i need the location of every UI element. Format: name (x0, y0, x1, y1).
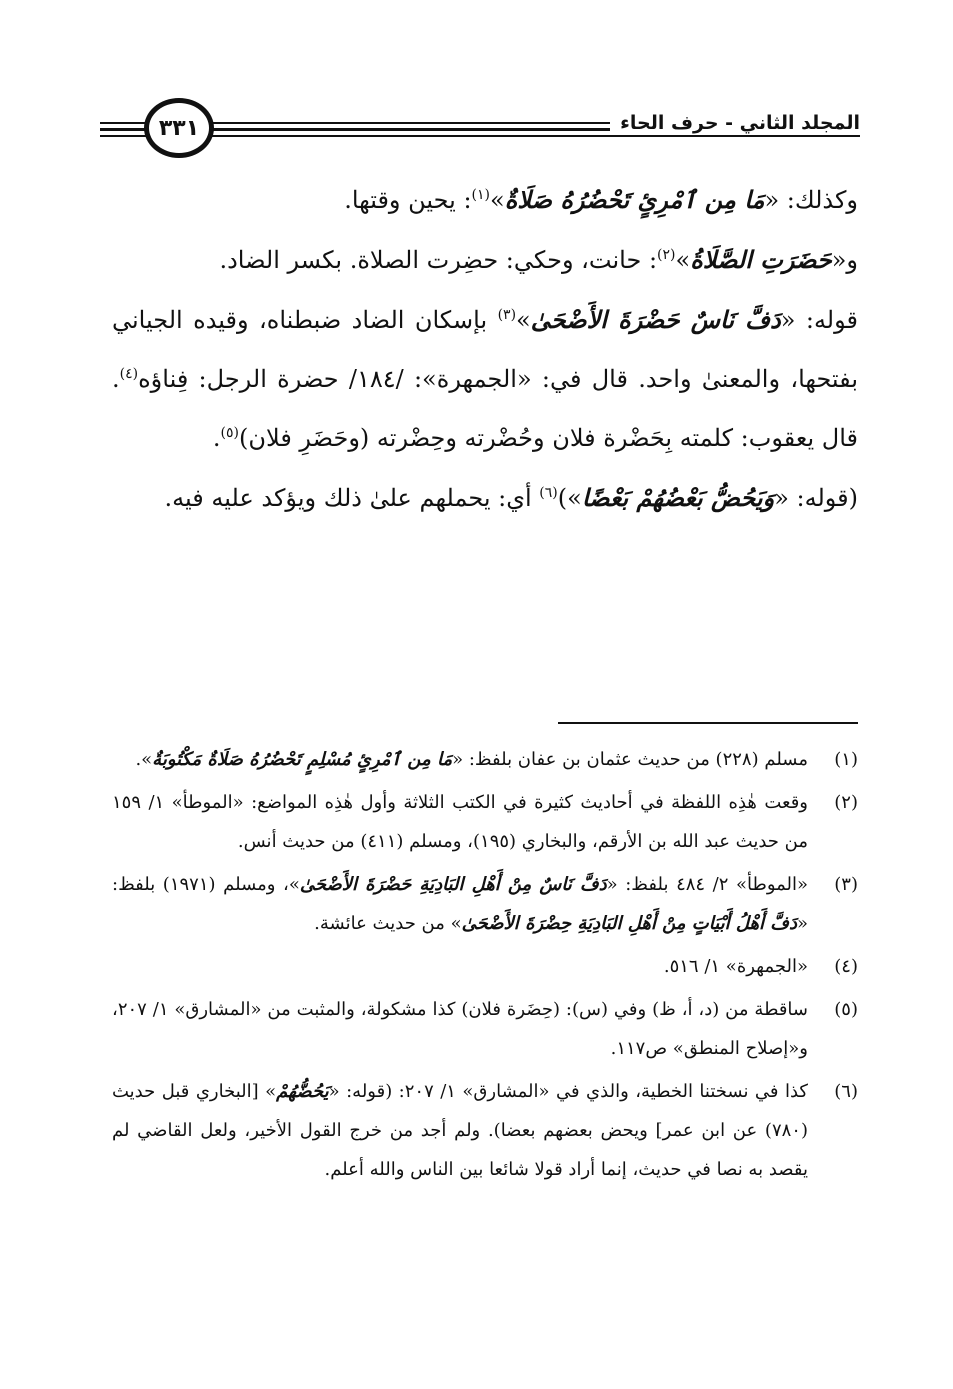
text-run: » (516, 306, 531, 334)
footnote (112, 947, 858, 986)
page-number: ٣٣١ (158, 115, 200, 141)
text-run: مسلم (٢٢٨) من حديث عثمان بن عفان بلفظ: « (452, 749, 808, 770)
footnote (112, 990, 858, 1068)
text-run: » من حديث عائشة. (314, 913, 462, 934)
footnote (112, 740, 858, 779)
footnote-text: ساقطة من (د، أ، ظ) وفي (س): (حِضَرة فلان) كذا مشكولة، والمثبت من «المشارق» ١/ ٢٠٧، و«إصلاح المنطق» ص١١٧. (112, 999, 809, 1059)
footnote-number: (٤) (834, 956, 858, 977)
text-run: : يحين وقتها. (344, 186, 472, 214)
footnote-text (112, 740, 808, 779)
footnote-ref[interactable]: (٢) (657, 247, 676, 263)
footnote-separator (558, 722, 858, 724)
footnote-ref[interactable]: (٣) (497, 307, 517, 323)
page-header (100, 98, 860, 162)
footnote-number: (٣) (834, 874, 858, 895)
paragraph (112, 170, 858, 230)
text-run: «الموطأ» ٢/ ٤٨٤ بلفظ: « (606, 874, 809, 895)
footnote-number: (٦) (834, 1081, 858, 1102)
footnote-number: (٥) (834, 999, 858, 1020)
footnote (112, 865, 858, 943)
hadith-quote: حَضَرَتِ الصَّلَاةُ (690, 245, 832, 274)
text-run: قوله: « (780, 306, 858, 334)
running-title: المجلد الثاني - حرف الحاء (610, 112, 860, 134)
footnote-text: «الجمهرة» ١/ ٥١٦. (663, 956, 808, 977)
footnote (112, 1072, 858, 1189)
hadith-quote: يَحُضُّهُمْ (276, 1081, 329, 1102)
text-run: » (490, 186, 505, 214)
hadith-quote: وَيَحُضُّ بَعْضُهُمْ بَعْضًا (581, 483, 775, 512)
footnote-ref[interactable]: (٥) (220, 425, 240, 441)
hadith-quote: مَا مِن ٱمْرِئٍ تَحْضُرُهُ صَلَاةٌ (504, 185, 765, 214)
text-run: . قال يعقوب: كلمته بِحَضْرة فلان وحُضْرته وحِضْرته (وحَضَرِ فلان) (112, 365, 858, 452)
hadith-quote: مَا مِن ٱمْرِئٍ مُسْلِمٍ تَحْضُرُهُ صَلَاةٌ مَكْتُوبَةٌ (152, 749, 453, 770)
text-run: بإسكان الضاد ضبطناه، وقيده الجياني بفتحها، والمعنىٰ واحد. قال في: «الجمهرة»: /١٨٤/ حضرة الرجل: فِناؤه (112, 306, 858, 393)
text-run: » [البخاري قبل حديث (٧٨٠) عن ابن عمر] ويحض بعضهم بعضا). ولم أجد من خرج القول الأخير، ولعل القاضي لم يقصد به نصا في حديث، إنما أراد قولا شائعا بين الناس والله أعلم. (112, 1081, 808, 1180)
text-run: كذا في نسختنا الخطية، والذي في «المشارق» ١/ ٢٠٧: (قوله: « (328, 1081, 808, 1102)
paragraph (112, 290, 858, 468)
header-rule (100, 135, 860, 137)
text-run: وكذلك: « (764, 186, 858, 214)
footnotes (112, 740, 858, 1193)
main-text (112, 170, 858, 528)
hadith-quote: دَفَّ نَاسٌ حَضْرَةَ الأَضْحَىٰ (530, 305, 781, 334)
footnote (112, 783, 858, 861)
footnote-text (112, 865, 808, 943)
paragraph (112, 468, 858, 528)
hadith-quote: دَفَّ أَهْلُ أَبْيَاتٍ مِنْ أَهْلِ البَادِيَةِ حِضْرَةَ الأَضْحَىٰ (461, 913, 797, 934)
text-run: ». (135, 749, 153, 770)
text-run: ») (557, 484, 582, 512)
footnote-number: (١) (834, 749, 858, 770)
text-run: (قوله: « (774, 484, 858, 512)
text-run: و« (831, 246, 858, 274)
text-run: . (212, 424, 221, 452)
text-run: » (675, 246, 691, 274)
page-number-circle (144, 98, 214, 158)
hadith-quote: دَفَّ نَاسٌ مِنْ أَهْلِ البَادِيَةِ حَضْرَةَ الأَضْحَىٰ (299, 874, 607, 895)
footnote-text: وقعت هٰذِه اللفظة في أحاديث كثيرة في الكتب الثلاثة وأول هٰذِه المواضع: «الموطأ» ١/ ١٥٩ من حديث عبد الله بن الأرقم، والبخاري (١٩٥)، ومسلم (٤١١) من حديث أنس. (112, 792, 808, 852)
footnote-ref[interactable]: (٦) (539, 485, 558, 501)
text-run: أي: يحملهم علىٰ ذلك ويؤكد عليه فيه. (164, 484, 540, 512)
text-run: : حانت، وحكي: حضِرت الصلاة. بكسر الضاد. (219, 246, 658, 274)
footnote-number: (٢) (834, 792, 858, 813)
footnote-ref[interactable]: (٤) (119, 366, 139, 382)
footnote-text (112, 1072, 808, 1189)
text-run: »، ومسلم (١٩٧١) بلفظ: « (112, 874, 808, 934)
footnote-ref[interactable]: (١) (471, 187, 491, 203)
paragraph (112, 230, 858, 290)
